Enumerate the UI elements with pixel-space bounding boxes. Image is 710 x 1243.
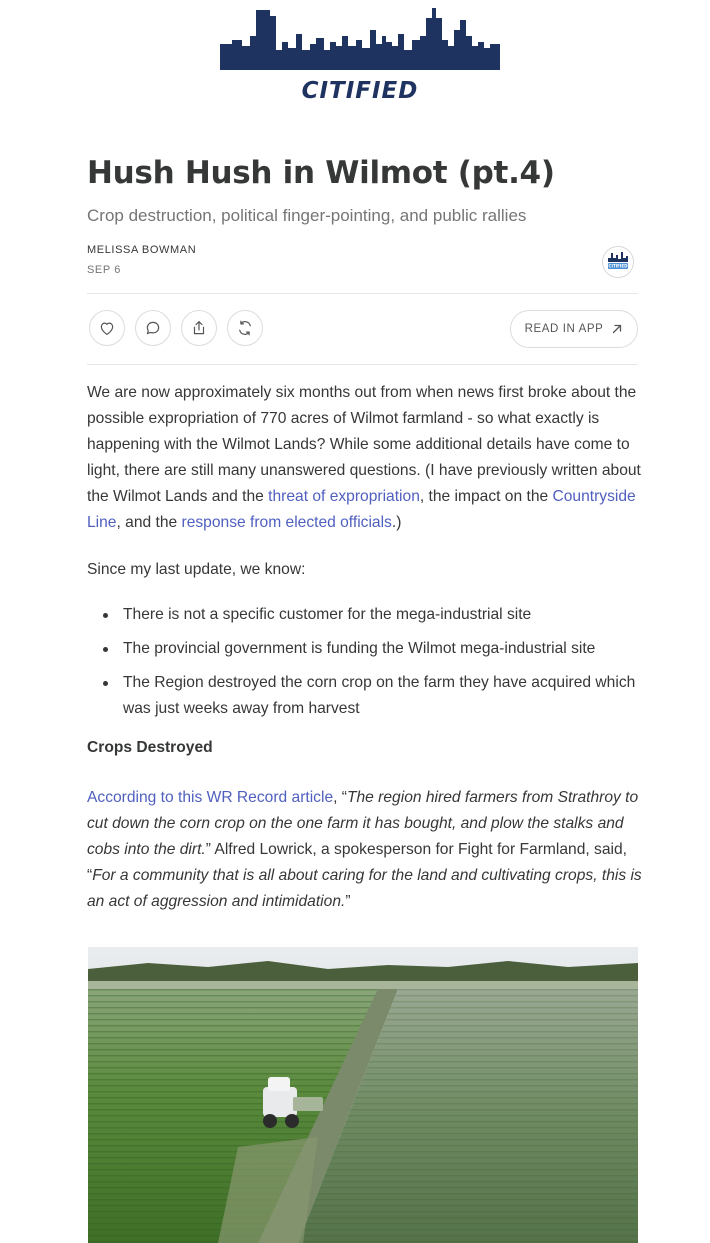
intro-text: We are now approximately six months out from when news first broke about the possible expropriation of 770 acres of Wilmot farmland - so what exactly is happening with the Wilmot Lands? While some additional details have come to light, there are still many unanswered questions. (I have previously written about the Wilmot Lands and the <box>87 384 641 505</box>
intro-text-3: , and the <box>116 514 182 531</box>
quote-text: , “ <box>333 789 347 806</box>
skyline-icon <box>220 6 500 76</box>
comment-icon <box>144 319 162 337</box>
list-item: There is not a specific customer for the mega-industrial site <box>87 602 642 628</box>
publish-date: SEP 6 <box>87 264 121 276</box>
publication-avatar[interactable] <box>602 246 634 278</box>
divider-bottom <box>87 364 638 365</box>
logo-wordmark: CITIFIED <box>301 78 419 104</box>
section-heading: Crops Destroyed <box>87 739 213 756</box>
intro-paragraph <box>87 380 642 536</box>
quote-region: The region hired farmers from Strathroy to cut down the corn crop on the one farm it has bought, and plow the stalks and cobs into the dirt. <box>87 789 639 858</box>
publication-logo-icon <box>603 247 633 277</box>
quote-lowrick: For a community that is all about caring for the land and cultivating crops, this is an act of aggression and intimidation. <box>87 867 642 910</box>
author-name[interactable]: MELISSA BOWMAN <box>87 244 197 256</box>
intro-text-4: .) <box>391 514 402 531</box>
like-button[interactable] <box>89 310 125 346</box>
citified-logo[interactable] <box>220 6 500 106</box>
intro-text-2: , the impact on the <box>419 488 553 505</box>
link-response-from-officials[interactable]: response from elected officials <box>181 514 392 531</box>
restack-button[interactable] <box>227 310 263 346</box>
article-title: Hush Hush in Wilmot (pt.4) <box>87 155 555 191</box>
restack-icon <box>236 319 254 337</box>
share-icon <box>190 319 208 337</box>
read-in-app-label: READ IN APP <box>524 323 604 335</box>
read-in-app-button[interactable] <box>510 310 638 348</box>
article-photo[interactable] <box>88 947 638 1243</box>
link-wr-record-article[interactable]: According to this WR Record article <box>87 789 334 806</box>
update-paragraph: Since my last update, we know: <box>87 561 306 578</box>
list-item: The Region destroyed the corn crop on the farm they have acquired which was just weeks away from harvest <box>87 670 642 722</box>
cornfield-image <box>88 947 638 1243</box>
facts-list <box>87 602 642 730</box>
share-button[interactable] <box>181 310 217 346</box>
avatar-wordmark: CITIFIED <box>608 263 628 269</box>
divider-top <box>87 293 638 294</box>
quote-paragraph <box>87 785 642 915</box>
article-subtitle: Crop destruction, political finger-pointing, and public rallies <box>87 206 527 225</box>
heart-icon <box>98 319 116 337</box>
quote-text-3: ” <box>345 893 351 910</box>
link-countryside-line[interactable]: Countryside Line <box>87 488 636 531</box>
arrow-up-right-icon <box>611 323 623 335</box>
list-item: The provincial government is funding the Wilmot mega-industrial site <box>87 636 642 662</box>
quote-text-2: ” Alfred Lowrick, a spokesperson for Fight for Farmland, said, “ <box>87 841 627 884</box>
comment-button[interactable] <box>135 310 171 346</box>
link-threat-of-expropriation[interactable]: threat of expropriation <box>268 488 420 505</box>
